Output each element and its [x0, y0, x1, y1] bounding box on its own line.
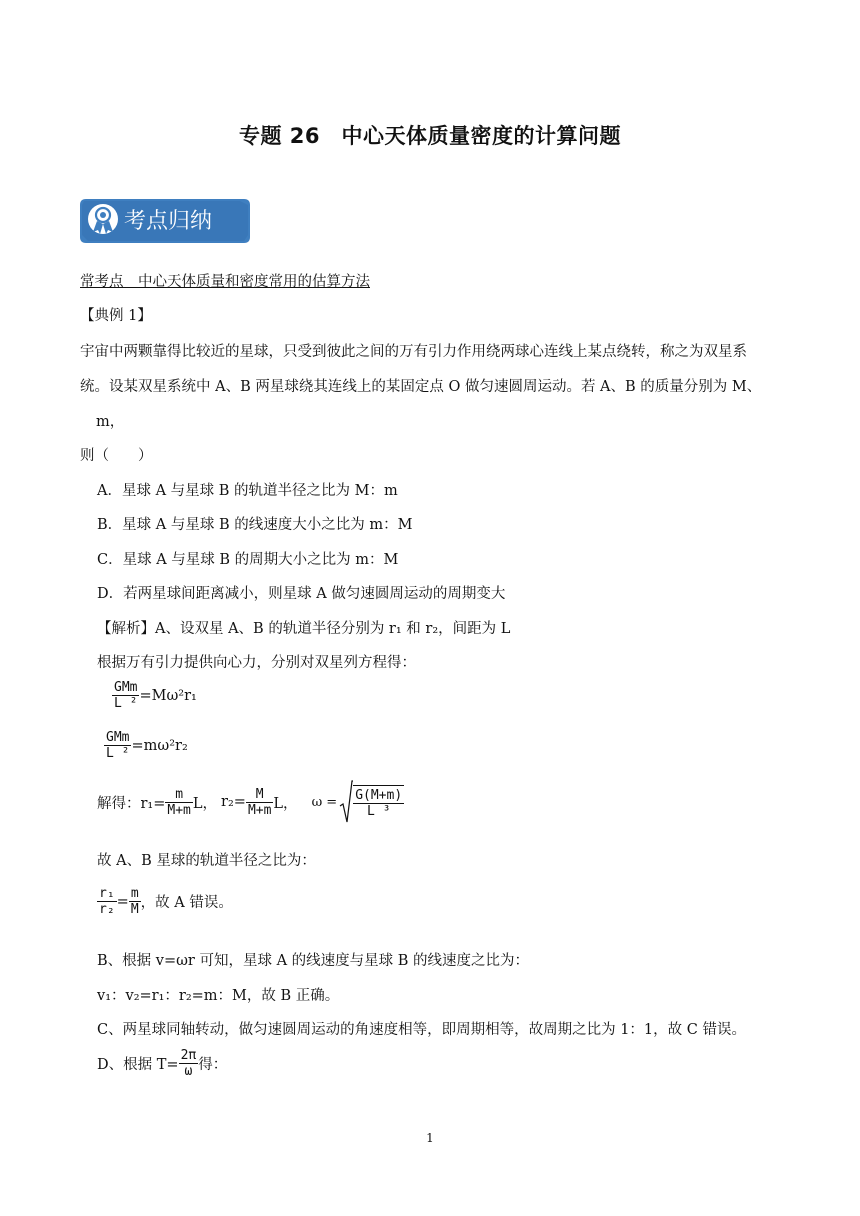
d-line: D、根据 T= $\frac{2\pi}{\omega}$ 得： — [97, 1048, 228, 1079]
option-d: D．若两星球间距离减小，则星球 A 做匀速圆周运动的周期变大 — [97, 586, 506, 602]
equation-1: $\frac{\text{GMm}}{\text{L ²}}$ =Mω²r₁ — [114, 680, 197, 711]
ratio-line: $\frac{\text{r₁}}{\text{r₂}}$ = $\frac{m}{M}$ ，故 A 错误。 — [99, 886, 233, 917]
question-line-1: 宇宙中两颗靠得比较近的星球，只受到彼此之间的万有引力作用绕两球心连线上某点绕转，称之为双星系 — [80, 344, 747, 360]
option-c: C．星球 A 与星球 B 的周期大小之比为 m：M — [97, 552, 399, 568]
sqrt-sign — [339, 780, 353, 824]
ratio-intro: 故 A、B 星球的轨道半径之比为： — [97, 853, 316, 869]
banner-label: 考点归纳 — [124, 209, 213, 234]
solution-line: 解得：r₁= $\frac{m}{M+m}$ L， r₂= $\frac{M}{M+m}$ L， ω = $\frac{G(M+m)}{\text{L ³}}$ — [97, 780, 404, 824]
analysis-intro: 【解析】A、设双星 A、B 的轨道半径分别为 r₁ 和 r₂，间距为 L — [97, 621, 511, 637]
b-line-1: B、根据 v=ωr 可知，星球 A 的线速度与星球 B 的线速度之比为： — [97, 953, 530, 969]
question-line-3: m， — [96, 414, 125, 430]
option-b: B．星球 A 与星球 B 的线速度大小之比为 m：M — [97, 517, 413, 533]
award-icon — [88, 204, 118, 234]
page-title: 专题 26 中心天体质量密度的计算问题 — [238, 124, 622, 148]
question-line-2: 统。设某双星系统中 A、B 两星球绕其连线上的某固定点 O 做匀速圆周运动。若 A、B 的质量分别为 M、 — [80, 379, 762, 395]
section-banner — [80, 197, 250, 243]
b-line-2: v₁：v₂=r₁：r₂=m：M，故 B 正确。 — [97, 988, 340, 1004]
example-label: 【典例 1】 — [80, 308, 152, 324]
option-a: A．星球 A 与星球 B 的轨道半径之比为 M：m — [97, 483, 398, 499]
question-line-4: 则（ ） — [80, 448, 153, 464]
section-heading: 常考点 中心天体质量和密度常用的估算方法 — [80, 274, 370, 290]
c-line: C、两星球同轴转动，做匀速圆周运动的角速度相等，即周期相等，故周期之比为 1：1，故 C 错误。 — [97, 1022, 746, 1038]
equation-intro: 根据万有引力提供向心力，分别对双星列方程得： — [97, 655, 416, 671]
page-number: 1 — [426, 1131, 434, 1145]
equation-2: $\frac{\text{GMm}}{\text{L ²}}$ =mω²r₂ — [106, 730, 188, 761]
